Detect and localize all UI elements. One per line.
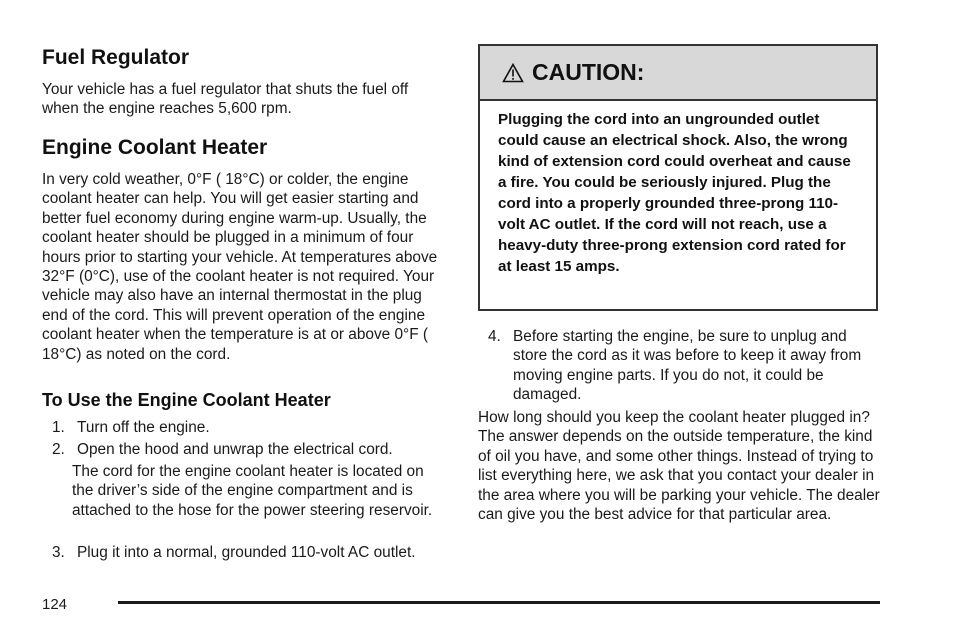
step-2-note: The cord for the engine coolant heater is located on the driver’s side of the engine compartment and is attached to the hose for the power steering reservoir. [72,463,433,519]
warning-triangle-icon [502,63,524,83]
page-number: 124 [42,596,68,613]
footer-rule [118,601,880,604]
step-number: 1. [52,419,65,436]
how-long-text: How long should you keep the coolant heater plugged in? The answer depends on the outside temperature, the kind of oil you have, and some other things. Instead of trying to list everything here, we ask that you contact your dealer in the area where you will be parking your vehicle. The dealer can give you the best advice for that particular area. [478,409,880,524]
caution-box [478,44,878,311]
step-number: 3. [52,544,65,561]
engine-coolant-heater-heading: Engine Coolant Heater [42,136,268,159]
caution-text: Plugging the cord into an ungrounded outlet could cause an electrical shock. Also, the wrong kind of extension cord could overheat and cause a fire. You could be seriously injured. Plug the cord into a properly grounded three-prong 110-volt AC outlet. If the cord will not reach, use a heavy-duty three-prong extension cord rated for at least 15 amps. [498,111,851,275]
step-number: 4. [488,328,501,345]
caution-title: CAUTION: [532,59,645,85]
step-text: Plug it into a normal, grounded 110-volt AC outlet. [77,544,416,561]
caution-header [480,46,876,101]
step-text: Open the hood and unwrap the electrical cord. [77,441,393,458]
fuel-regulator-heading: Fuel Regulator [42,46,190,69]
to-use-heading: To Use the Engine Coolant Heater [42,390,331,410]
step-number: 2. [52,441,65,458]
step-text: Turn off the engine. [77,419,210,436]
engine-coolant-heater-text: In very cold weather, 0°F ( 18°C) or colder, the engine coolant heater can help. You will get easier starting and better fuel economy during engine warm-up. Usually, the coolant heater should be plugged in a minimum of four hours prior to starting your vehicle. At temperatures above 32°F (0°C), use of the coolant heater is not required. Your vehicle may also have an internal thermostat in the plug end of the cord. This will prevent operation of the engine coolant heater when the temperature is at or above 0°F ( 18°C) as noted on the cord. [42,171,438,363]
fuel-regulator-text: Your vehicle has a fuel regulator that shuts the fuel off when the engine reaches 5,600 rpm. [42,81,409,118]
step-text: Before starting the engine, be sure to unplug and store the cord as it was before to keep it away from moving engine parts. If you do not, it could be damaged. [513,328,862,404]
